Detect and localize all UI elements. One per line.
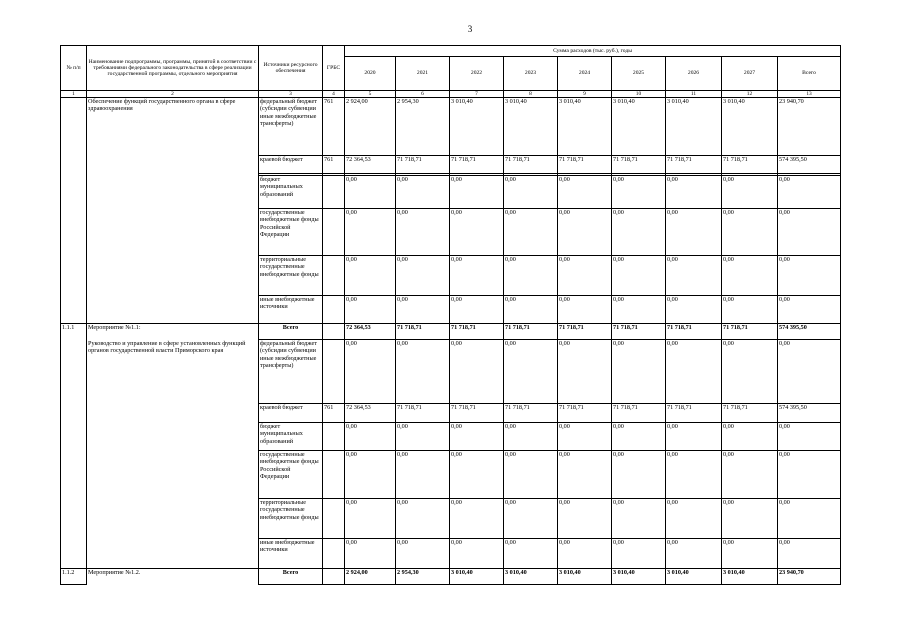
value-cell: 0,00 (722, 451, 778, 499)
grbs-cell (323, 423, 345, 451)
value-cell: 3 010,40 (666, 98, 722, 156)
value-cell: 0,00 (722, 176, 778, 209)
value-total-cell: 0,00 (778, 340, 841, 404)
value-cell: 72 364,53 (345, 404, 396, 423)
value-cell: 0,00 (612, 451, 666, 499)
value-cell: 0,00 (396, 499, 450, 539)
header-year: 2026 (666, 57, 722, 91)
header-year: 2025 (612, 57, 666, 91)
value-cell: 0,00 (558, 176, 612, 209)
value-cell: 0,00 (666, 451, 722, 499)
grbs-cell: 761 (323, 156, 345, 174)
value-total-cell: 0,00 (778, 296, 841, 324)
column-number: 10 (612, 91, 666, 98)
value-cell: 71 718,71 (450, 156, 504, 174)
value-cell: 0,00 (504, 340, 558, 404)
column-number: 4 (323, 91, 345, 98)
header-year: 2022 (450, 57, 504, 91)
value-cell: 0,00 (450, 499, 504, 539)
header-sum-title: Сумма расходов (тыс. руб.), годы (345, 46, 841, 57)
value-cell: 0,00 (396, 451, 450, 499)
header-year: 2023 (504, 57, 558, 91)
section-name: Обеспечение функций государственного органа в сфере здравоохранения (87, 98, 259, 324)
row-number (61, 98, 87, 324)
grbs-cell (323, 296, 345, 324)
header-no: № п/п (61, 46, 87, 91)
column-number: 2 (87, 91, 259, 98)
source-total-label: Всего (259, 324, 323, 340)
value-cell: 0,00 (504, 256, 558, 296)
value-cell: 0,00 (345, 423, 396, 451)
grbs-cell (323, 499, 345, 539)
value-cell: 0,00 (504, 423, 558, 451)
value-cell: 0,00 (558, 499, 612, 539)
value-cell: 0,00 (450, 539, 504, 569)
column-number: 5 (345, 91, 396, 98)
row-number: 1.1.1 (61, 324, 87, 569)
activity-description: Руководство и управление в сфере установленных функций органов государственной власти Приморского края (87, 340, 259, 569)
funding-source: иные внебюджетные источники (259, 296, 323, 324)
value-cell: 0,00 (612, 209, 666, 256)
value-cell: 0,00 (722, 539, 778, 569)
value-total-cell: 23 940,70 (778, 569, 841, 585)
value-cell: 0,00 (504, 176, 558, 209)
value-cell: 0,00 (345, 209, 396, 256)
value-cell: 0,00 (345, 499, 396, 539)
value-cell: 0,00 (450, 296, 504, 324)
value-cell: 0,00 (722, 209, 778, 256)
column-number: 9 (558, 91, 612, 98)
value-cell: 0,00 (666, 209, 722, 256)
value-cell: 71 718,71 (666, 404, 722, 423)
column-number: 8 (504, 91, 558, 98)
grbs-cell (323, 539, 345, 569)
value-cell: 72 364,53 (345, 324, 396, 340)
value-cell: 0,00 (396, 176, 450, 209)
funding-source: федеральный бюджет (субсидии субвенции иные межбюджетные трансферты) (259, 98, 323, 156)
grbs-cell (323, 569, 345, 585)
value-cell: 71 718,71 (558, 404, 612, 423)
value-cell: 0,00 (450, 340, 504, 404)
value-cell: 3 010,40 (612, 98, 666, 156)
value-cell: 3 010,40 (558, 98, 612, 156)
value-cell: 0,00 (558, 451, 612, 499)
funding-source: территориальные государственные внебюджетные фонды (259, 256, 323, 296)
value-cell: 0,00 (666, 256, 722, 296)
value-cell: 3 010,40 (722, 569, 778, 585)
value-cell: 0,00 (612, 423, 666, 451)
value-cell: 0,00 (666, 176, 722, 209)
value-total-cell: 0,00 (778, 176, 841, 209)
header-year: 2024 (558, 57, 612, 91)
value-cell: 0,00 (722, 423, 778, 451)
value-cell: 0,00 (396, 296, 450, 324)
value-cell: 0,00 (722, 296, 778, 324)
funding-source: бюджет муниципальных образований (259, 423, 323, 451)
value-cell: 0,00 (612, 499, 666, 539)
funding-source: краевой бюджет (259, 156, 323, 174)
value-cell: 0,00 (612, 256, 666, 296)
activity-name: Мероприятие №1.1: (87, 324, 259, 340)
funding-source: бюджет муниципальных образований (259, 176, 323, 209)
value-total-cell: 0,00 (778, 256, 841, 296)
value-cell: 0,00 (558, 539, 612, 569)
column-number: 6 (396, 91, 450, 98)
value-cell: 3 010,40 (504, 569, 558, 585)
value-total-cell: 574 395,50 (778, 156, 841, 174)
value-cell: 0,00 (666, 340, 722, 404)
value-cell: 71 718,71 (504, 324, 558, 340)
value-cell: 0,00 (450, 176, 504, 209)
value-cell: 3 010,40 (504, 98, 558, 156)
value-cell: 71 718,71 (558, 324, 612, 340)
value-cell: 71 718,71 (666, 156, 722, 174)
header-source: Источники ресурсного обеспечения (259, 46, 323, 91)
value-cell: 71 718,71 (396, 156, 450, 174)
funding-source: краевой бюджет (259, 404, 323, 423)
header-name: Наименование подпрограммы, программы, принятой в соответствии с требованиями федерального законодательства в сфере реализации государственной программы, отдельного мероприятия (87, 46, 259, 91)
value-cell: 0,00 (722, 256, 778, 296)
value-cell: 3 010,40 (666, 569, 722, 585)
column-number-row (61, 91, 841, 98)
header-grbs: ГРБС (323, 46, 345, 91)
value-cell: 0,00 (504, 451, 558, 499)
value-cell: 0,00 (666, 296, 722, 324)
header-total: Всего (778, 57, 841, 91)
value-cell: 0,00 (558, 340, 612, 404)
value-cell: 0,00 (558, 296, 612, 324)
value-cell: 71 718,71 (396, 324, 450, 340)
value-total-cell: 574 395,50 (778, 404, 841, 423)
value-cell: 0,00 (722, 499, 778, 539)
value-total-cell: 0,00 (778, 209, 841, 256)
value-total-cell: 574 395,50 (778, 324, 841, 340)
value-cell: 0,00 (345, 296, 396, 324)
value-cell: 3 010,40 (722, 98, 778, 156)
value-cell: 71 718,71 (504, 156, 558, 174)
value-cell: 71 718,71 (722, 404, 778, 423)
value-cell: 0,00 (504, 296, 558, 324)
value-cell: 3 010,40 (612, 569, 666, 585)
value-total-cell: 0,00 (778, 451, 841, 499)
column-number: 7 (450, 91, 504, 98)
row-number: 1.1.2 (61, 569, 87, 585)
value-cell: 71 718,71 (396, 404, 450, 423)
value-cell: 0,00 (666, 499, 722, 539)
budget-table (60, 45, 841, 585)
value-cell: 0,00 (722, 340, 778, 404)
value-cell: 2 924,00 (345, 98, 396, 156)
column-number: 1 (61, 91, 87, 98)
value-cell: 0,00 (666, 539, 722, 569)
value-cell: 2 954,30 (396, 569, 450, 585)
value-cell: 3 010,40 (450, 569, 504, 585)
value-cell: 2 954,30 (396, 98, 450, 156)
value-cell: 0,00 (345, 256, 396, 296)
value-cell: 0,00 (558, 256, 612, 296)
value-cell: 71 718,71 (450, 324, 504, 340)
funding-source: государственные внебюджетные фонды Российской Федерации (259, 209, 323, 256)
value-cell: 0,00 (396, 209, 450, 256)
source-total-label: Всего (259, 569, 323, 585)
value-cell: 3 010,40 (450, 98, 504, 156)
value-total-cell: 0,00 (778, 539, 841, 569)
value-cell: 3 010,40 (558, 569, 612, 585)
table-row-total (61, 569, 841, 585)
value-cell: 0,00 (612, 340, 666, 404)
value-cell: 0,00 (558, 209, 612, 256)
grbs-cell: 761 (323, 404, 345, 423)
value-cell: 71 718,71 (450, 404, 504, 423)
value-cell: 71 718,71 (722, 324, 778, 340)
value-cell: 71 718,71 (666, 324, 722, 340)
funding-source: федеральный бюджет (субсидии субвенции иные межбюджетные трансферты) (259, 340, 323, 404)
value-cell: 71 718,71 (612, 404, 666, 423)
grbs-cell (323, 451, 345, 499)
funding-source: иные внебюджетные источники (259, 539, 323, 569)
value-cell: 0,00 (396, 256, 450, 296)
value-cell: 0,00 (450, 423, 504, 451)
header-year: 2020 (345, 57, 396, 91)
value-cell: 72 364,53 (345, 156, 396, 174)
grbs-cell (323, 176, 345, 209)
table-body (61, 98, 841, 585)
grbs-cell (323, 256, 345, 296)
grbs-cell (323, 324, 345, 340)
value-cell: 0,00 (345, 340, 396, 404)
funding-source: территориальные государственные внебюджетные фонды (259, 499, 323, 539)
value-cell: 71 718,71 (504, 404, 558, 423)
table-row (61, 340, 841, 404)
value-total-cell: 0,00 (778, 423, 841, 451)
value-cell: 0,00 (450, 451, 504, 499)
value-cell: 0,00 (396, 423, 450, 451)
table-row (61, 98, 841, 156)
value-cell: 0,00 (504, 209, 558, 256)
value-cell: 0,00 (612, 176, 666, 209)
value-cell: 71 718,71 (558, 156, 612, 174)
value-cell: 0,00 (504, 499, 558, 539)
activity-name: Мероприятие №1.2. (87, 569, 259, 585)
value-total-cell: 23 940,70 (778, 98, 841, 156)
value-cell: 0,00 (504, 539, 558, 569)
column-number: 11 (666, 91, 722, 98)
value-cell: 0,00 (396, 340, 450, 404)
value-total-cell: 0,00 (778, 499, 841, 539)
value-cell: 0,00 (612, 296, 666, 324)
value-cell: 71 718,71 (612, 324, 666, 340)
value-cell: 0,00 (396, 539, 450, 569)
column-number: 12 (722, 91, 778, 98)
value-cell: 0,00 (666, 423, 722, 451)
value-cell: 0,00 (558, 423, 612, 451)
value-cell: 0,00 (345, 176, 396, 209)
column-number: 13 (778, 91, 841, 98)
table-header (61, 46, 841, 98)
value-cell: 71 718,71 (612, 156, 666, 174)
value-cell: 2 924,00 (345, 569, 396, 585)
grbs-cell (323, 340, 345, 404)
value-cell: 71 718,71 (722, 156, 778, 174)
header-year: 2027 (722, 57, 778, 91)
grbs-cell (323, 209, 345, 256)
header-year: 2021 (396, 57, 450, 91)
value-cell: 0,00 (450, 209, 504, 256)
value-cell: 0,00 (612, 539, 666, 569)
value-cell: 0,00 (450, 256, 504, 296)
value-cell: 0,00 (345, 539, 396, 569)
value-cell: 0,00 (345, 451, 396, 499)
column-number: 3 (259, 91, 323, 98)
page-number: 3 (467, 24, 473, 34)
grbs-cell: 761 (323, 98, 345, 156)
funding-source: государственные внебюджетные фонды Российской Федерации (259, 451, 323, 499)
table-row-total (61, 324, 841, 340)
